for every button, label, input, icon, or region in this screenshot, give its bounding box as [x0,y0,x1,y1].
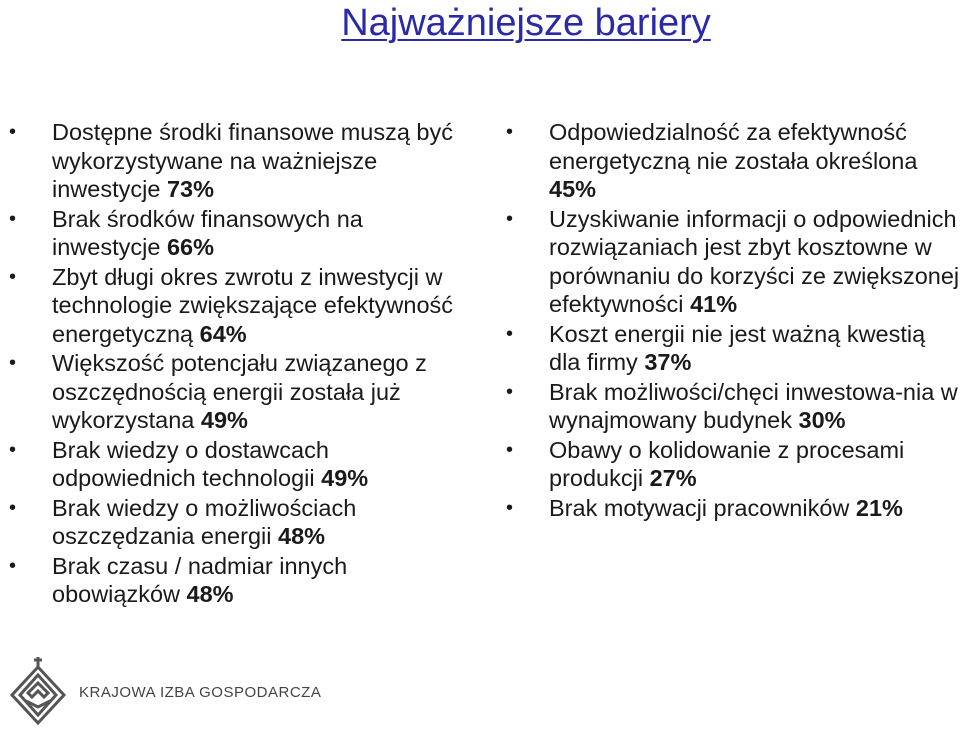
item-text: Brak czasu / nadmiar innych obowiązków [52,552,348,607]
item-text: Brak środków finansowych na inwestycje [52,205,363,260]
item-text: Uzyskiwanie informacji o odpowiednich rozwiązaniach jest zbyt kosztowne w porównaniu do korzyści ze zwiększonej efektywności [549,205,960,317]
list-item [0,263,470,349]
list-item [0,494,470,551]
bullet-icon: • [506,121,514,143]
item-percent: 66% [166,234,214,260]
left-bullet-list [0,118,470,610]
list-item [500,494,960,523]
item-percent: 49% [321,465,369,491]
bullet-icon: • [506,322,514,345]
list-item [0,436,470,493]
list-item [500,320,960,377]
item-percent: 64% [199,320,247,347]
item-percent: 30% [798,407,846,433]
item-percent: 73% [166,176,214,202]
bullet-icon: • [9,438,17,461]
item-text: Koszt energii nie jest ważną kwestią dla firmy [549,320,926,375]
item-percent: 49% [200,407,248,433]
bullet-icon: • [506,496,514,519]
organization-name: KRAJOWA IZBA GOSPODARCZA [79,684,322,701]
bullet-icon: • [9,265,17,288]
bullet-icon: • [506,207,514,230]
item-text: Zbyt długi okres zwrotu z inwestycji w technologie zwiększające efektywność energetyczną [52,263,454,347]
bullet-icon: • [9,121,17,143]
right-bullet-list [500,118,960,523]
list-item [500,378,960,435]
list-item [0,118,470,204]
item-text: Brak motywacji pracowników [549,494,850,521]
item-percent: 27% [649,465,697,491]
item-percent: 45% [549,176,597,202]
item-percent: 37% [644,349,692,375]
item-text: Brak możliwości/chęci inwestowa-nia w wynajmowany budynek [549,378,958,433]
slide-title: Najważniejsze bariery [341,2,711,44]
item-percent: 48% [186,581,234,607]
bullet-icon: • [9,496,17,519]
bullet-icon: • [506,438,514,461]
item-text: Odpowiedzialność za efektywność energetyczną nie została określona [549,119,918,174]
item-percent: 21% [855,494,903,521]
bullet-icon: • [9,554,17,577]
bullet-icon: • [9,352,17,374]
item-text: Większość potencjału związanego z oszczędnością energii została już wykorzystana [52,350,427,433]
list-item [0,349,470,435]
list-item [0,205,470,262]
item-text: Dostępne środki finansowe muszą być wykorzystywane na ważniejsze inwestycje [52,119,454,202]
item-text: Brak wiedzy o dostawcach odpowiednich technologii [52,436,329,491]
bullet-icon: • [506,380,514,403]
list-item [500,118,960,204]
item-text: Brak wiedzy o możliwościach oszczędzania energii [52,494,357,549]
list-item [500,205,960,319]
list-item [0,552,470,609]
item-percent: 41% [690,291,738,317]
kig-logo-icon [4,655,72,725]
item-text: Obawy o kolidowanie z procesami produkcji [549,436,905,491]
bullet-icon: • [9,207,17,230]
item-percent: 48% [278,523,326,549]
list-item [500,436,960,493]
